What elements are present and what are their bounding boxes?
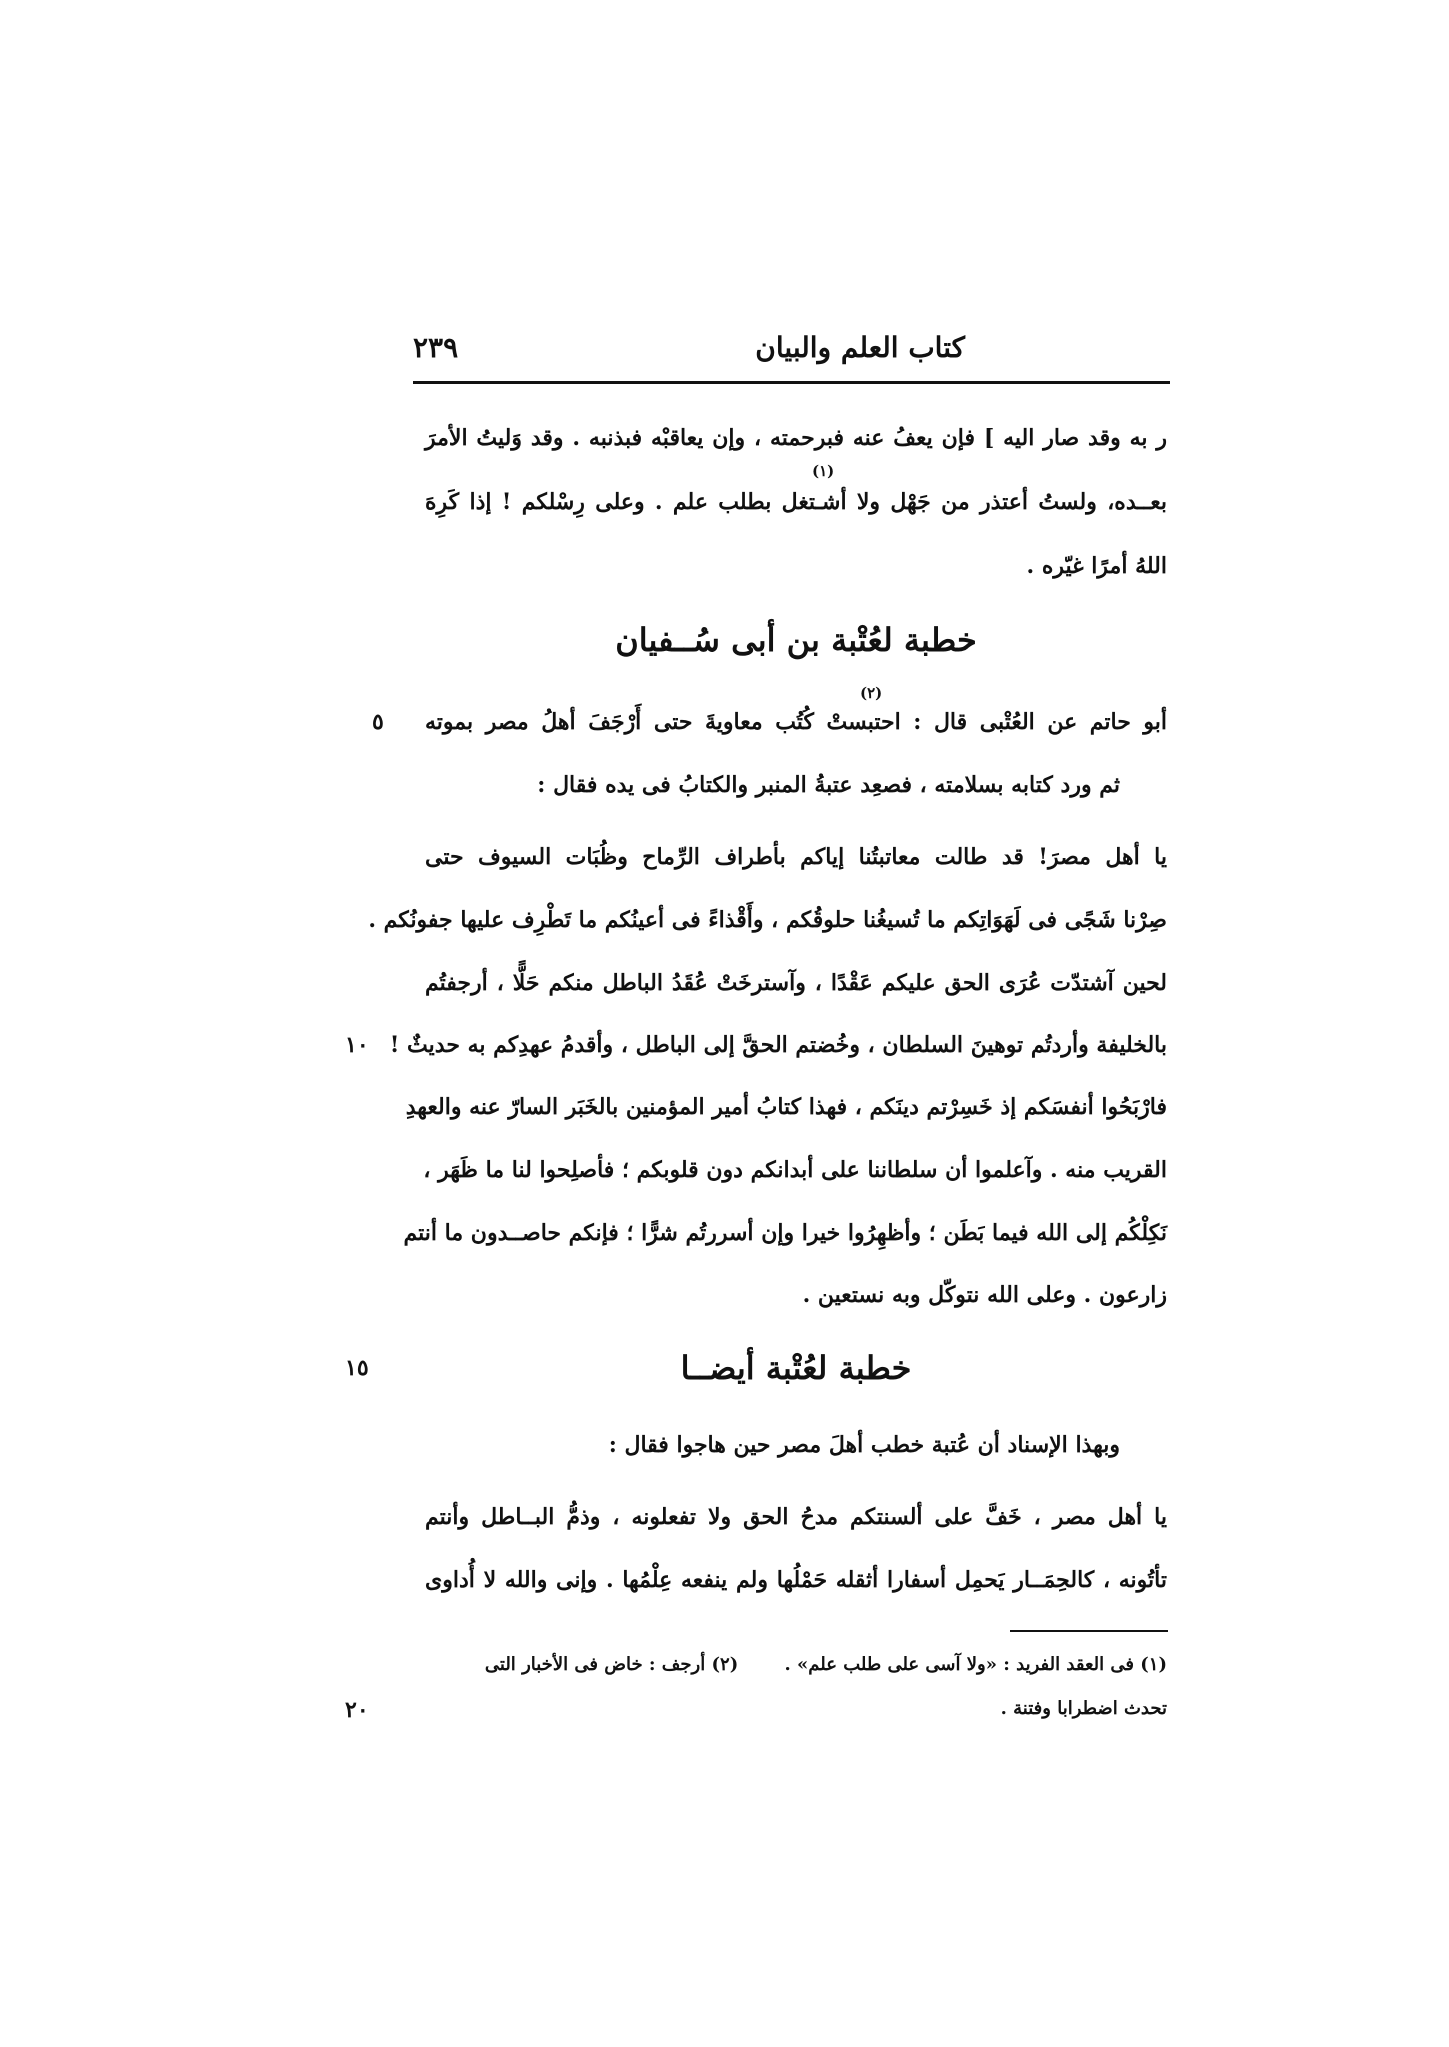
text-line: القريب منه . وآعلموا أن سلطاننا على أبدانكم دون قلوبكم ؛ فأصلِحوا لنا ما ظَهَر ،: [423, 1157, 1167, 1183]
text-line: بعــده، ولستُ أعتذر من جَهْل ولا أشـتغل بطلب علم . وعلى رِسْلكم ! إذا كَرِهَ: [425, 489, 1167, 515]
line-number-10: ١٠: [345, 1032, 369, 1058]
text-line: تأتُونه ، كالحِمَــار يَحمِل أسفارا أثقله حَمْلُها ولم ينفعه عِلْمُها . وإنى والله لا أُداوى: [425, 1567, 1167, 1593]
text-line: لحين آشتدّت عُرَى الحق عليكم عَقْدًا ، وآسترخَتْ عُقَدُ الباطل منكم حَلًّا ، أرجفتُم: [425, 970, 1167, 996]
line-number-5: ٥: [372, 709, 384, 735]
text-line: نَكِلْكُم إلى الله فيما بَطَن ؛ وأظهِرُوا خيرا وإن أسررتُم شرًّا ؛ فإنكم حاصــدون ما أنتم: [403, 1220, 1167, 1246]
section-heading-1: خطبة لعُتْبة بن أبى سُــفيان: [615, 621, 977, 659]
footnote-marker-1: (١): [812, 462, 835, 480]
text-line: بالخليفة وأردتُم توهينَ السلطان ، وخُضتم الحقَّ إلى الباطل ، وأقدمُ عهدِكم به حديثٌ !: [389, 1032, 1167, 1058]
text-line: يا أهل مصر ، خَفَّ على ألسنتكم مدحُ الحق ولا تفعلونه ، وذمُّ البــاطل وأنتم: [425, 1504, 1167, 1530]
line-number-20: ٢٠: [345, 1697, 369, 1723]
running-header: [413, 328, 1170, 380]
text-line: اللهُ أمرًا غيّره .: [1026, 553, 1167, 579]
text-line: صِرْنا شَجًى فى لَهَوَاتِكم ما تُسيغُنا حلوقُكم ، وأَقْذاءً فى أعينُكم ما تَطْرِف عليها جفونُكم .: [368, 907, 1167, 933]
text-line: فارْبَحُوا أنفسَكم إذ خَسِرْتم دينَكم ، فهذا كتابُ أمير المؤمنين بالخَبَر السارّ عنه والعهدِ: [405, 1094, 1167, 1120]
footnote-1: (١) فى العقد الفريد : «ولا آسى على طلب علم» .: [784, 1654, 1167, 1675]
running-title: كتاب العلم والبيان: [755, 331, 965, 364]
footnote-line: [425, 1650, 1167, 1680]
text-line: زارعون . وعلى الله نتوكّل وبه نستعين .: [802, 1282, 1167, 1308]
text-line: أبو حاتم عن العُتْبى قال : احتبستْ كُتُب معاويةَ حتى أَرْجَفَ أهلُ مصر بموته: [425, 709, 1167, 735]
section-heading-2: خطبة لعُتْبة أيضــا: [680, 1349, 912, 1387]
text-line: يا أهل مصرَ! قد طالت معاتبتُنا إياكم بأطراف الرِّماح وظُبَات السيوف حتى: [425, 844, 1167, 870]
text-line: ثم ورد كتابه بسلامته ، فصعِد عتبةُ المنبر والكتابُ فى يده فقال :: [537, 772, 1120, 798]
text-line: وبهذا الإسناد أن عُتبة خطب أهلَ مصر حين هاجوا فقال :: [608, 1432, 1120, 1458]
header-rule: [413, 381, 1170, 384]
footnote-2: (٢) أرجف : خاض فى الأخبار التى: [484, 1654, 739, 1675]
footnote-continuation: تحدث اضطرابا وفتنة .: [1000, 1698, 1167, 1719]
line-number-15: ١٥: [345, 1355, 369, 1381]
text-line: ر به وقد صار اليه ] فإن يعفُ عنه فبرحمته ، وإن يعاقبْه فبذنبه . وقد وَليتُ الأمرَ: [425, 425, 1167, 451]
footnote-marker-2: (٢): [860, 684, 883, 702]
page-number: ٢٣٩: [413, 331, 459, 364]
footnote-rule: [1010, 1630, 1168, 1632]
